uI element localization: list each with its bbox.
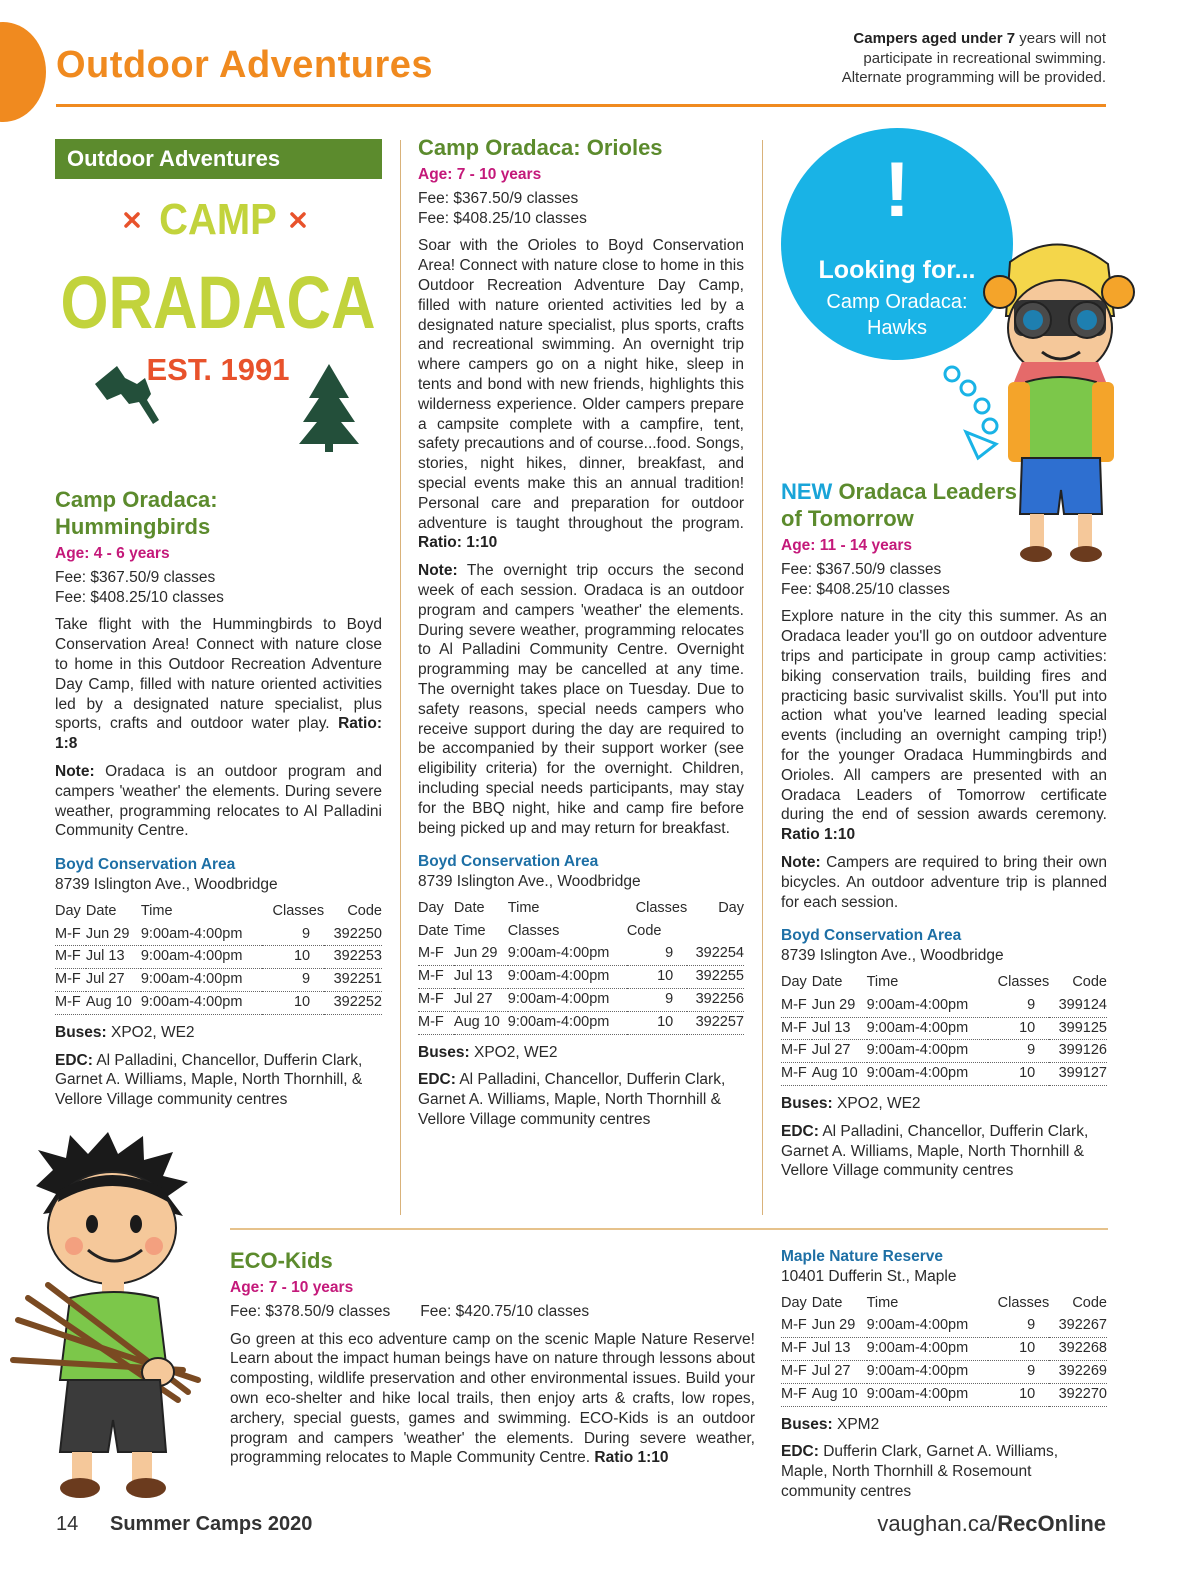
cell-day: M-F <box>781 1338 812 1361</box>
leaders-note-label: Note: <box>781 853 821 871</box>
cell-classes: 10 <box>627 966 687 989</box>
eco-kids-schedule <box>781 1293 1107 1407</box>
col-classes-2: Classes <box>507 922 560 939</box>
cell-classes: 9 <box>988 995 1050 1017</box>
cell-classes: 9 <box>262 924 324 946</box>
cell-classes: 10 <box>988 1383 1050 1406</box>
camp-oradaca-logo <box>55 188 382 458</box>
orioles-section <box>418 134 744 1138</box>
cell-day: M-F <box>55 924 86 946</box>
cell-day: M-F <box>781 995 812 1017</box>
cell-classes: 9 <box>627 989 687 1012</box>
cell-day: M-F <box>418 943 454 965</box>
orioles-description <box>418 236 744 553</box>
cell-code: 392255 <box>687 966 744 989</box>
cell-time: 9:00am-4:00pm <box>867 995 988 1017</box>
eco-kids-fees <box>230 1302 755 1322</box>
cell-classes: 9 <box>988 1315 1050 1337</box>
orioles-edc <box>418 1070 744 1129</box>
cell-day: M-F <box>55 991 86 1014</box>
cell-time: 9:00am-4:00pm <box>141 991 263 1014</box>
orioles-schedule <box>418 898 744 1035</box>
cell-classes: 9 <box>262 969 324 992</box>
cell-date: Jul 27 <box>812 1040 867 1063</box>
section-banner: Outdoor Adventures <box>55 139 382 179</box>
cell-classes: 9 <box>988 1040 1050 1063</box>
table-row <box>781 1383 1107 1406</box>
buses-label: Buses: <box>781 1415 833 1433</box>
cell-time: 9:00am-4:00pm <box>508 1011 627 1034</box>
leaders-note-text: Campers are required to bring their own bicycles. An outdoor adventure trip is planned for each session. <box>781 853 1107 911</box>
cell-code: 392251 <box>324 969 382 992</box>
schedule-header <box>781 972 1107 995</box>
eco-kids-title: ECO-Kids <box>230 1248 333 1273</box>
eco-kids-fee-10: Fee: $420.75/10 classes <box>420 1302 590 1320</box>
table-row <box>55 991 382 1014</box>
cell-time: 9:00am-4:00pm <box>867 1315 988 1337</box>
col-date: Date <box>85 902 117 919</box>
leaders-fee-9: Fee: $367.50/9 classes <box>781 560 942 578</box>
leaders-schedule <box>781 972 1107 1086</box>
cell-date: Jun 29 <box>86 924 141 946</box>
cell-code: 399127 <box>1049 1063 1107 1086</box>
swimming-note <box>746 29 1106 88</box>
leaders-location-address: 8739 Islington Ave., Woodbridge <box>781 947 1004 965</box>
schedule-header <box>55 901 382 924</box>
table-row <box>418 966 744 989</box>
cell-time: 9:00am-4:00pm <box>867 1017 988 1040</box>
cell-time: 9:00am-4:00pm <box>508 989 627 1012</box>
table-row <box>781 1040 1107 1063</box>
cell-date: Jun 29 <box>812 995 867 1017</box>
orioles-desc-text: Soar with the Orioles to Boyd Conservation Area! Connect with nature close to home in this Outdoor Recreation Adventure Day Camp, filled with nature oriented activities led by a designated nature specialist, plus sports, crafts and recreational swimming. An overnight trip where campers go on a night hike, sleep in tents and bond with new friends, highlights this wilderness experience. Older campers prepare a campsite complete with a campfire, tent, safety precautions and of course...food. Songs, stories, night hikes, dinner, breakfast, and special events make this an annual tradition! Personal care and preparation for outdoor adventure is taught throughout the program. <box>418 237 744 532</box>
cell-code: 392268 <box>1049 1338 1107 1361</box>
buses-label: Buses: <box>781 1094 833 1112</box>
cell-classes: 10 <box>988 1063 1050 1086</box>
cell-time: 9:00am-4:00pm <box>141 924 263 946</box>
logo-est-text: EST. 1991 <box>146 352 290 387</box>
leaders-section <box>781 478 1107 1189</box>
orioles-buses <box>418 1043 744 1063</box>
col-time: Time <box>140 902 173 919</box>
cell-classes: 10 <box>627 1011 687 1034</box>
cell-code: 392267 <box>1049 1315 1107 1337</box>
hummingbirds-schedule <box>55 901 382 1015</box>
cell-day: M-F <box>781 1360 812 1383</box>
cell-day: M-F <box>781 1040 812 1063</box>
col-day: Day <box>781 973 807 990</box>
table-row <box>781 1360 1107 1383</box>
leaders-desc-text: Explore nature in the city this summer. As an Oradaca leader you'll go on outdoor adventure trips and participate in group camp activities: biking conservation trails, building fires and practicing basic survivalist skills. You'll put into action what you've learned leading special events (including an overnight camping trip!) for the younger Oradaca Hummingbirds and Orioles. All campers are presented with an Oradaca Leaders of Tomorrow certificate during the end of session awards ceremony. <box>781 608 1107 824</box>
header-divider <box>56 104 1106 107</box>
website-link[interactable] <box>877 1511 1106 1537</box>
eco-kids-buses <box>781 1415 1107 1435</box>
cell-classes: 10 <box>262 946 324 969</box>
cell-day: M-F <box>418 966 454 989</box>
edc-value: Al Palladini, Chancellor, Dufferin Clark, Garnet A. Williams, Maple, North Thornhill, & Vellore Village community centres <box>55 1051 363 1109</box>
schedule-header <box>418 898 744 921</box>
orioles-note-text: The overnight trip occurs the second week of each session. Oradaca is an outdoor program and campers 'weather' the elements. During severe weather, programming relocates to Al Palladini Community Centre. Overnight programming may be cancelled at any time. The overnight takes place on Tuesday. Due to safety reasons, special needs campers who receive support during the day are required to be accompanied by their support worker (see eligibility criteria) for the overnight. Children, including special needs participants, may stay for the BBQ night, hike and camp fire before being picked up and may return for breakfast. <box>418 562 745 837</box>
buses-label: Buses: <box>418 1043 470 1061</box>
website-domain: vaughan.ca/ <box>877 1511 998 1536</box>
eco-kids-age: Age: 7 - 10 years <box>230 1279 354 1296</box>
orioles-fee-9: Fee: $367.50/9 classes <box>418 189 579 207</box>
swimming-note-rest: years will not <box>1015 30 1106 47</box>
col-day: Day <box>418 899 444 916</box>
leaders-edc <box>781 1122 1107 1181</box>
table-row <box>418 943 744 965</box>
buses-value: XPO2, WE2 <box>111 1023 195 1041</box>
hummingbirds-ratio: Ratio: 1:8 <box>55 715 382 753</box>
cell-day: M-F <box>418 1011 454 1034</box>
hummingbirds-fee-10: Fee: $408.25/10 classes <box>55 588 224 606</box>
logo-camp-text: CAMP <box>159 194 277 244</box>
edc-label: EDC: <box>781 1443 819 1461</box>
hummingbirds-location-address: 8739 Islington Ave., Woodbridge <box>55 875 278 893</box>
edc-value: Al Palladini, Chancellor, Dufferin Clark, Garnet A. Williams, Maple, North Thornhill & Vellore Village community centres <box>781 1122 1089 1180</box>
col-code-2: Code <box>626 922 662 939</box>
eco-kids-location-address: 10401 Dufferin St., Maple <box>781 1267 957 1285</box>
cell-time: 9:00am-4:00pm <box>867 1338 988 1361</box>
cell-time: 9:00am-4:00pm <box>867 1383 988 1406</box>
col-empty <box>687 921 744 944</box>
cell-day: M-F <box>418 989 454 1012</box>
bubble-heading: Looking for... <box>818 256 976 284</box>
cell-code: 392253 <box>324 946 382 969</box>
hummingbirds-title-2: Hummingbirds <box>55 514 211 539</box>
cell-classes: 10 <box>988 1017 1050 1040</box>
eco-kids-section <box>230 1247 755 1476</box>
cell-day: M-F <box>781 1383 812 1406</box>
leaders-note <box>781 853 1107 912</box>
cell-date: Aug 10 <box>812 1383 867 1406</box>
page-title: Outdoor Adventures <box>56 44 434 86</box>
cell-day: M-F <box>781 1063 812 1086</box>
table-row <box>781 1338 1107 1361</box>
col-time: Time <box>507 899 540 916</box>
hummingbirds-edc <box>55 1051 382 1110</box>
hummingbirds-note-text: Oradaca is an outdoor program and campers 'weather' the elements. During severe weather, programming relocates to Al Palladini Community Centre. <box>55 762 382 840</box>
table-row <box>55 924 382 946</box>
leaders-title-2: of Tomorrow <box>781 506 914 531</box>
orange-tab-circle <box>0 22 46 122</box>
table-row <box>781 995 1107 1017</box>
page-number: 14 <box>56 1513 79 1535</box>
leaders-age: Age: 11 - 14 years <box>781 537 912 554</box>
column-divider-1 <box>400 140 401 1215</box>
hummingbirds-desc-text: Take flight with the Hummingbirds to Boyd Conservation Area! Connect with nature close to home in this Outdoor Recreation Adventure Day Camp, filled with nature oriented activities led by a designated nature specialist, plus sports, crafts and outdoor water play. <box>55 616 382 733</box>
column-divider-2 <box>762 140 763 1215</box>
cell-code: 392254 <box>687 943 744 965</box>
hummingbirds-buses <box>55 1023 382 1043</box>
cell-code: 392256 <box>687 989 744 1012</box>
hummingbirds-title-1: Camp Oradaca: <box>55 487 218 512</box>
eco-kids-edc <box>781 1442 1107 1501</box>
cell-code: 392269 <box>1049 1360 1107 1383</box>
leaders-ratio: Ratio 1:10 <box>781 826 856 844</box>
eco-kids-ratio: Ratio 1:10 <box>594 1449 669 1467</box>
orioles-fee-10: Fee: $408.25/10 classes <box>418 209 587 227</box>
cell-code: 392270 <box>1049 1383 1107 1406</box>
cell-time: 9:00am-4:00pm <box>508 966 627 989</box>
orioles-title: Camp Oradaca: Orioles <box>418 135 663 160</box>
leaders-title-text: Oradaca Leaders <box>832 479 1017 504</box>
cell-classes: 10 <box>262 991 324 1014</box>
buses-value: XPM2 <box>837 1415 880 1433</box>
logo-oradaca-text: ORADACA <box>60 261 376 344</box>
cell-classes: 9 <box>988 1360 1050 1383</box>
table-row <box>55 969 382 992</box>
table-row <box>781 1017 1107 1040</box>
cell-code: 399126 <box>1049 1040 1107 1063</box>
eco-kids-schedule-section <box>781 1247 1107 1510</box>
col-classes: Classes <box>272 902 325 919</box>
cell-day: M-F <box>781 1315 812 1337</box>
swimming-note-line3: Alternate programming will be provided. <box>841 69 1106 86</box>
cell-day: M-F <box>55 946 86 969</box>
leaders-location-name: Boyd Conservation Area <box>781 927 962 945</box>
col-date: Date <box>811 1294 843 1311</box>
bubble-line-3: Hawks <box>866 317 927 339</box>
leaders-description <box>781 607 1107 845</box>
orioles-location-name: Boyd Conservation Area <box>418 853 599 871</box>
cell-date: Jul 27 <box>812 1360 867 1383</box>
exclamation-icon: ! <box>884 145 910 233</box>
col-code: Code <box>1072 1294 1107 1311</box>
col-code: Code <box>347 902 382 919</box>
eco-kids-divider <box>230 1228 1108 1230</box>
eco-kids-desc-text: Go green at this eco adventure camp on the scenic Maple Nature Reserve! Learn about the impact human beings have on nature through lessons about composting, wildlife preservation and other environmental issues. Build your own eco-shelter and hike local trails, then enjoy arts & crafts, low ropes, archery, special guests, games and swimming. ECO-Kids is an outdoor program and campers 'weather' the elements. During severe weather, programming relocates to Maple Community Centre. <box>230 1330 755 1467</box>
cell-classes: 9 <box>627 943 687 965</box>
cell-date: Jun 29 <box>812 1315 867 1337</box>
edc-label: EDC: <box>781 1122 819 1140</box>
col-classes: Classes <box>635 899 688 916</box>
cell-date: Jul 13 <box>812 1017 867 1040</box>
table-row <box>781 1315 1107 1337</box>
eco-kids-location-name: Maple Nature Reserve <box>781 1248 943 1265</box>
col-date: Date <box>811 973 843 990</box>
col-day: Day <box>55 902 81 919</box>
edc-label: EDC: <box>55 1051 93 1069</box>
leaders-fee-10: Fee: $408.25/10 classes <box>781 580 950 598</box>
cell-date: Aug 10 <box>86 991 141 1014</box>
col-classes: Classes <box>997 1294 1050 1311</box>
cell-code: 392257 <box>687 1011 744 1034</box>
col-classes: Classes <box>997 973 1050 990</box>
hummingbirds-location-name: Boyd Conservation Area <box>55 856 236 874</box>
col-date: Date <box>453 899 485 916</box>
orioles-location-address: 8739 Islington Ave., Woodbridge <box>418 873 641 891</box>
col-day-extra: Day <box>718 899 744 916</box>
cell-time: 9:00am-4:00pm <box>867 1360 988 1383</box>
cell-code: 399124 <box>1049 995 1107 1017</box>
edc-label: EDC: <box>418 1071 456 1089</box>
table-row <box>418 1011 744 1034</box>
cross-icon-left <box>126 214 138 226</box>
boy-with-sticks-illustration <box>8 1130 223 1510</box>
hummingbirds-note <box>55 762 382 841</box>
pine-tree-icon <box>299 364 359 452</box>
hummingbirds-age: Age: 4 - 6 years <box>55 545 170 562</box>
edc-value: Al Palladini, Chancellor, Dufferin Clark, Garnet A. Williams, Maple, North Thornhill & Vellore Village community centres <box>418 1071 726 1129</box>
edc-value: Dufferin Clark, Garnet A. Williams, Maple, North Thornhill & Rosemount community centres <box>781 1443 1059 1500</box>
leaders-new-badge: NEW <box>781 479 833 504</box>
cell-day: M-F <box>55 969 86 992</box>
cell-time: 9:00am-4:00pm <box>508 943 627 965</box>
cell-time: 9:00am-4:00pm <box>141 969 263 992</box>
cell-date: Aug 10 <box>454 1011 508 1034</box>
cell-code: 399125 <box>1049 1017 1107 1040</box>
bubble-line-2: Camp Oradaca: <box>826 291 968 313</box>
cell-date: Jul 13 <box>812 1338 867 1361</box>
publication-title: Summer Camps 2020 <box>110 1513 313 1535</box>
swimming-note-line2: participate in recreational swimming. <box>863 49 1106 67</box>
schedule-header <box>781 1293 1107 1316</box>
cell-code: 392250 <box>324 924 382 946</box>
website-path: RecOnline <box>997 1511 1106 1536</box>
leaders-buses <box>781 1094 1107 1114</box>
col-time-2: Time <box>453 922 486 939</box>
cell-time: 9:00am-4:00pm <box>141 946 263 969</box>
buses-value: XPO2, WE2 <box>474 1043 558 1061</box>
col-day: Day <box>781 1294 807 1311</box>
hummingbirds-note-label: Note: <box>55 762 95 780</box>
eco-kids-description <box>230 1330 755 1469</box>
hummingbirds-fee-9: Fee: $367.50/9 classes <box>55 568 216 586</box>
orioles-ratio: Ratio: 1:10 <box>418 534 498 552</box>
cross-icon-right <box>292 214 304 226</box>
hummingbirds-description <box>55 615 382 754</box>
col-code: Code <box>1072 973 1107 990</box>
eco-kids-fee-9: Fee: $378.50/9 classes <box>230 1302 391 1320</box>
orioles-note <box>418 561 744 838</box>
buses-label: Buses: <box>55 1023 107 1041</box>
col-date-2: Date <box>418 922 449 939</box>
buses-value: XPO2, WE2 <box>837 1094 921 1112</box>
table-row <box>55 946 382 969</box>
table-row <box>781 1063 1107 1086</box>
cell-code: 392252 <box>324 991 382 1014</box>
hummingbirds-section <box>55 486 382 1118</box>
col-time: Time <box>866 1294 899 1311</box>
swimming-note-bold: Campers aged under 7 <box>853 30 1016 47</box>
cell-date: Jun 29 <box>454 943 508 965</box>
leaders-title-1 <box>781 478 1107 505</box>
cell-date: Jul 27 <box>454 989 508 1012</box>
col-time: Time <box>866 973 899 990</box>
cell-time: 9:00am-4:00pm <box>867 1063 988 1086</box>
schedule-header-2 <box>418 921 744 944</box>
cell-classes: 10 <box>988 1338 1050 1361</box>
cell-time: 9:00am-4:00pm <box>867 1040 988 1063</box>
cell-day: M-F <box>781 1017 812 1040</box>
table-row <box>418 989 744 1012</box>
cell-date: Jul 13 <box>454 966 508 989</box>
cell-date: Jul 13 <box>86 946 141 969</box>
cell-date: Aug 10 <box>812 1063 867 1086</box>
orioles-age: Age: 7 - 10 years <box>418 166 542 183</box>
orioles-note-label: Note: <box>418 562 458 580</box>
cell-date: Jul 27 <box>86 969 141 992</box>
